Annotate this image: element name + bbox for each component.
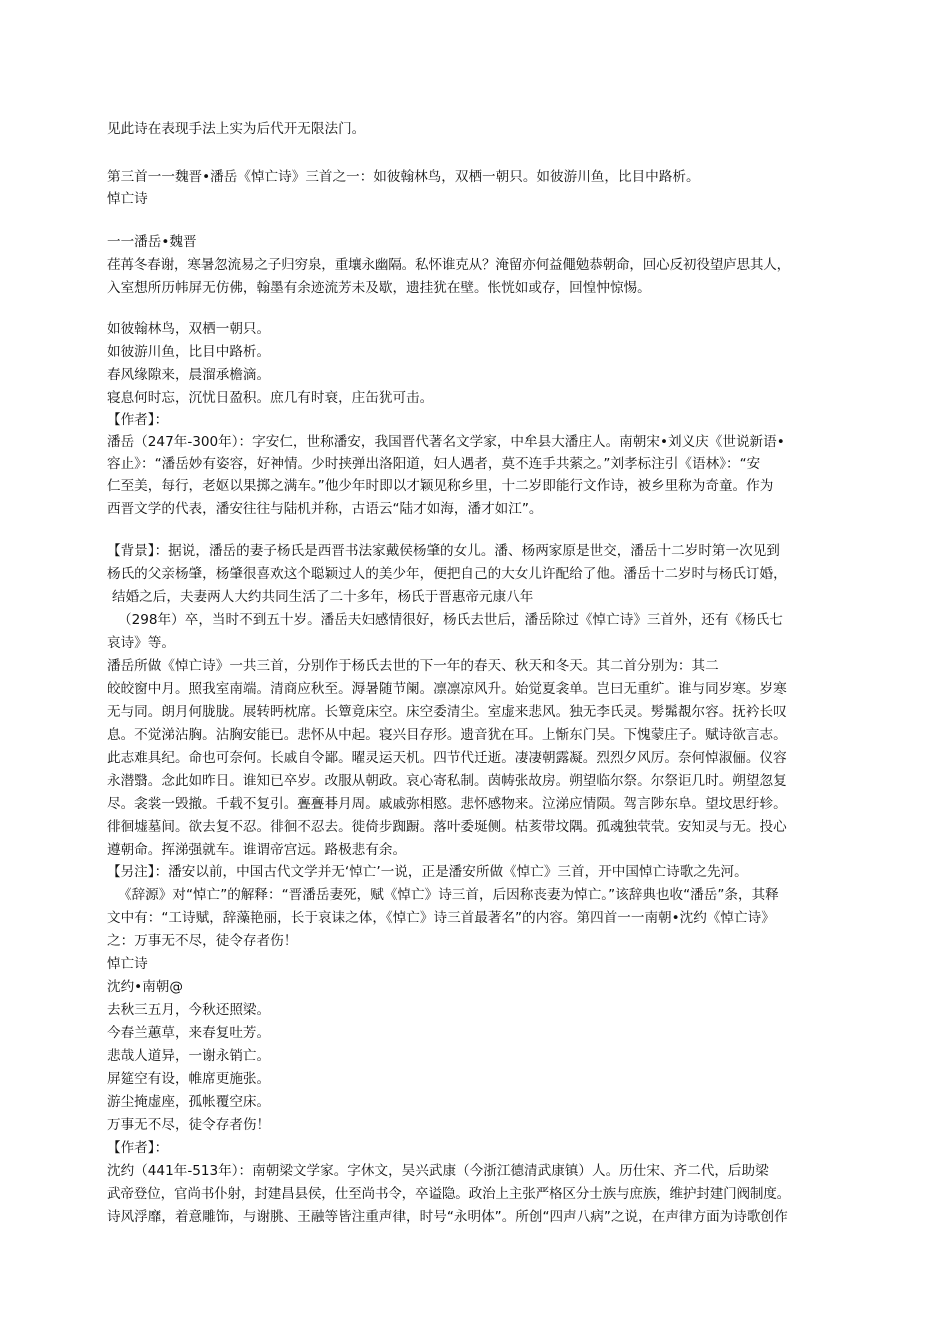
text-line: 此志难具纪。命也可奈何。长戚自令鄙。曜灵运天机。四节代迁逝。凄凄朝露凝。烈烈夕风厉。奈何悼淑俪。仪容 bbox=[107, 750, 787, 766]
poem-author: 沈约•南朝@ bbox=[107, 979, 183, 995]
text-line: 结婚之后，夫妻两人大约共同生活了二十多年，杨氏于晋惠帝元康八年 bbox=[112, 589, 534, 605]
poem-line: 寝息何时忘，沉忧日盈积。庶几有时衰，庄缶犹可击。 bbox=[107, 390, 434, 406]
text-line: 徘徊墟墓间。欲去复不忍。徘徊不忍去。徙倚步踟蹰。落叶委埏侧。枯荄带坟隅。孤魂独茕茕。安知灵与无。投心 bbox=[107, 819, 787, 835]
poem-line: 春风缘隙来，晨溜承檐滴。 bbox=[107, 367, 271, 383]
text-line: 荏苒冬春谢，寒暑忽流易之子归穷泉，重壤永幽隔。私怀谁克从？淹留亦何益僶勉恭朝命，回心反初役望庐思其人， bbox=[107, 257, 791, 273]
text-line: 《辞源》对“悼亡”的解释：“晋潘岳妻死，赋《悼亡》诗三首，后因称丧妻为悼亡。”该辞典也收“潘岳”条，其释 bbox=[118, 887, 779, 903]
text-line: 沈约（441年-513年）：南朝梁文学家。字休文，吴兴武康（今浙江德清武康镇）人。历仕宋、齐二代，后助梁 bbox=[107, 1163, 769, 1179]
text-line: 见此诗在表现手法上实为后代开无限法门。 bbox=[107, 121, 366, 137]
text-line: 皎皎窗中月。照我室南端。清商应秋至。溽暑随节阑。凛凛凉风升。始觉夏衾单。岂曰无重纩。谁与同岁寒。岁寒 bbox=[107, 681, 787, 697]
text-line: 西晋文学的代表，潘安往往与陆机并称，古语云“陆才如海，潘才如江”。 bbox=[107, 501, 543, 517]
poem-title: 悼亡诗 bbox=[107, 191, 148, 207]
text-line: 遵朝命。挥涕强就车。谁谓帝宫远。路极悲有余。 bbox=[107, 842, 407, 858]
text-line: 哀诗》等。 bbox=[107, 635, 175, 651]
text-line: 无与同。朗月何胧胧。展转眄枕席。长簟竟床空。床空委清尘。室虚来悲风。独无李氏灵。髣髴覩尔容。抚衿长叹 bbox=[107, 704, 787, 720]
section-heading: 【作者】： bbox=[107, 412, 169, 428]
text-line: 入室想所历帏屏无仿佛，翰墨有余迹流芳未及歇，遗挂犹在壁。怅恍如或存，回惶忡惊惕。 bbox=[107, 280, 651, 296]
poem-title: 悼亡诗 bbox=[107, 956, 148, 972]
poem-line: 屏筵空有设，帷席更施张。 bbox=[107, 1071, 271, 1087]
text-line: 息。不觉涕沾胸。沾胸安能已。悲怀从中起。寝兴目存形。遗音犹在耳。上惭东门吴。下愧蒙庄子。赋诗欲言志。 bbox=[107, 727, 787, 743]
poem-line: 如彼游川鱼，比目中路析。 bbox=[107, 344, 271, 360]
poem-line: 悲哉人道异，一谢永销亡。 bbox=[107, 1048, 271, 1064]
poem-line: 去秋三五月，今秋还照梁。 bbox=[107, 1002, 271, 1018]
poem-line: 万事无不尽，徒令存者伤！ bbox=[107, 1117, 271, 1133]
text-line: 诗风浮靡，着意雕饰，与谢朓、王融等皆注重声律，时号“永明体”。所创“四声八病”之说，在声律方面为诗歌创作 bbox=[107, 1209, 788, 1225]
text-line: 【另注】：潘安以前，中国古代文学并无‘悼亡’一说，正是潘安所做《悼亡》三首，开中国悼亡诗歌之先河。 bbox=[107, 864, 748, 880]
text-line: 容止》：“潘岳妙有姿容，好神情。少时挟弹出洛阳道，妇人遇者，莫不连手共萦之。”刘孝标注引《语林》：“安 bbox=[107, 456, 761, 472]
poem-line: 游尘掩虚座，孤帐覆空床。 bbox=[107, 1094, 271, 1110]
poem-line: 今春兰蕙草，来春复吐芳。 bbox=[107, 1025, 271, 1041]
text-line: 杨氏的父亲杨肇，杨肇很喜欢这个聪颖过人的美少年，便把自己的大女儿许配给了他。潘岳十二岁时与杨氏订婚， bbox=[107, 566, 787, 582]
text-line: 文中有：“工诗赋，辞藻艳丽，长于哀诔之体，《悼亡》诗三首最著名”的内容。第四首一一南朝•沈约《悼亡诗》 bbox=[107, 910, 775, 926]
text-line: 仁至美，每行，老妪以果掷之满车。”他少年时即以才颖见称乡里，十二岁即能行文作诗，被乡里称为奇童。作为 bbox=[107, 478, 774, 494]
text-line: 永潜翳。念此如昨日。谁知已卒岁。改服从朝政。哀心寄私制。茵帱张故房。朔望临尔祭。尔祭讵几时。朔望忽复 bbox=[107, 773, 787, 789]
poem-line: 如彼翰林鸟，双栖一朝只。 bbox=[107, 321, 271, 337]
section-heading: 【作者】： bbox=[107, 1140, 169, 1156]
text-line: 尽。衾裳一毁撤。千载不复引。亹亹朞月周。戚戚弥相愍。悲怀感物来。泣涕应情陨。驾言陟东阜。望坟思纡轸。 bbox=[107, 796, 787, 812]
poem-author: 一一潘岳•魏晋 bbox=[107, 234, 197, 250]
text-line: （298年）卒，当时不到五十岁。潘岳夫妇感情很好，杨氏去世后，潘岳除过《悼亡诗》三首外，还有《杨氏七 bbox=[118, 612, 783, 628]
text-line: 之：万事无不尽，徒令存者伤！ bbox=[107, 933, 298, 949]
text-line: 武帝登位，官尚书仆射，封建昌县侯，仕至尚书令，卒谥隐。政治上主张严格区分士族与庶族，维护封建门阀制度。 bbox=[107, 1186, 791, 1202]
text-line: 潘岳所做《悼亡诗》一共三首，分别作于杨氏去世的下一年的春天、秋天和冬天。其二首分别为：其二 bbox=[107, 658, 719, 674]
text-line: 潘岳（247年-300年）：字安仁，世称潘安，我国晋代著名文学家，中牟县大潘庄人。南朝宋•刘义庆《世说新语• bbox=[107, 434, 785, 450]
text-line: 第三首一一魏晋•潘岳《悼亡诗》三首之一：如彼翰林鸟，双栖一朝只。如彼游川鱼，比目中路析。 bbox=[107, 169, 700, 185]
text-line: 【背景】：据说，潘岳的妻子杨氏是西晋书法家戴侯杨肇的女儿。潘、杨两家原是世交，潘岳十二岁时第一次见到 bbox=[107, 543, 780, 559]
